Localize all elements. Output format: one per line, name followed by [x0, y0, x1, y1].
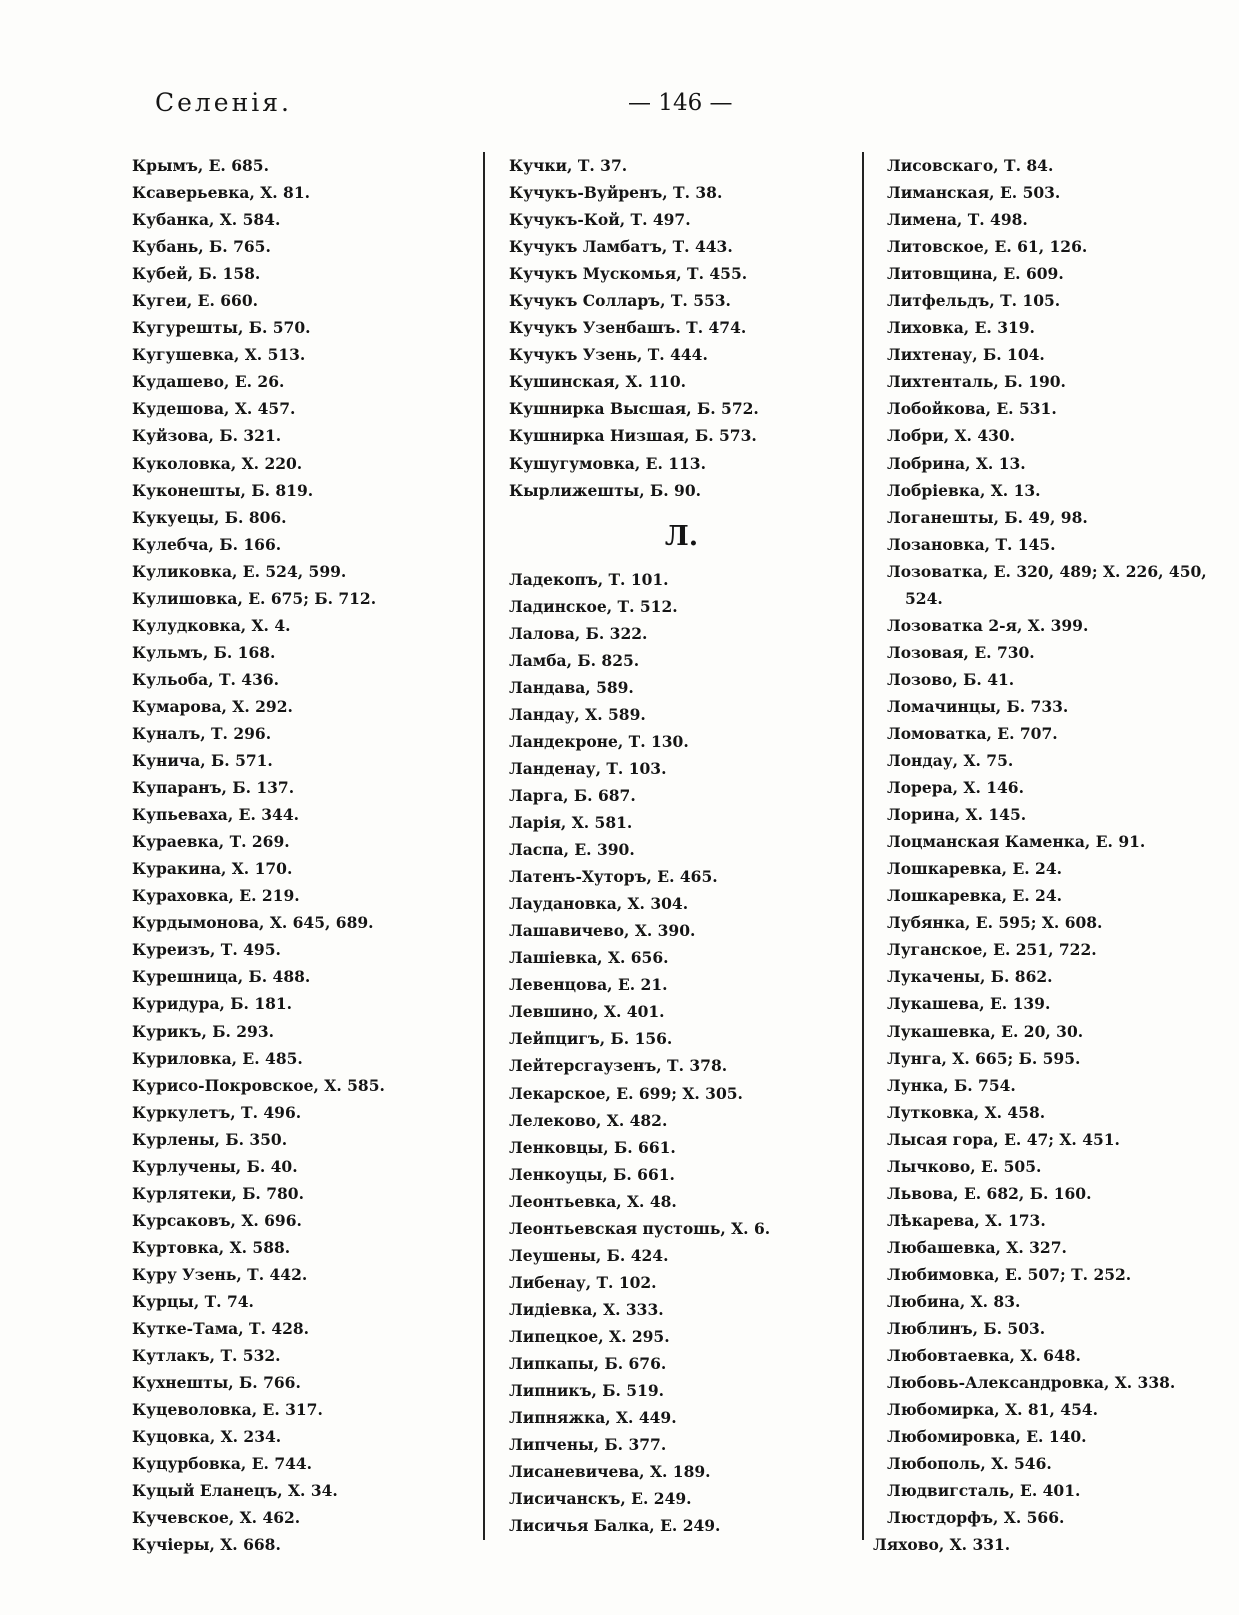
index-entry: Курешница, Б. 488.: [132, 967, 311, 987]
index-entry: Лихтенталь, Б. 190.: [887, 372, 1066, 392]
index-entry: Лалова, Б. 322.: [509, 623, 648, 643]
index-entry: Куракина, Х. 170.: [132, 859, 293, 879]
index-entry: Лимена, Т. 498.: [887, 210, 1028, 230]
index-entry: Лошкаревка, Е. 24.: [887, 859, 1063, 879]
index-entry: Левенцова, Е. 21.: [509, 975, 668, 995]
index-entry: Лорина, Х. 145.: [887, 805, 1027, 825]
index-entry: Липняжка, Х. 449.: [509, 1408, 677, 1428]
index-entry: Кугушевка, Х. 513.: [132, 345, 306, 365]
index-entry: Любашевка, Х. 327.: [887, 1237, 1067, 1257]
index-entry: Литфельдъ, Т. 105.: [887, 291, 1061, 311]
index-entry: 524.: [905, 588, 943, 608]
index-entry: Лашіевка, Х. 656.: [509, 948, 669, 968]
index-entry: Лиманская, Е. 503.: [887, 183, 1061, 203]
index-entry: Куридура, Б. 181.: [132, 994, 293, 1014]
index-entry: Кулишовка, Е. 675; Б. 712.: [132, 588, 377, 608]
index-entry: Лошкаревка, Е. 24.: [887, 886, 1063, 906]
index-entry: Кушугумовка, Е. 113.: [509, 453, 706, 473]
index-entry: Кучукъ-Вуйренъ, Т. 38.: [509, 183, 723, 203]
index-entry: Кульоба, Т. 436.: [132, 669, 280, 689]
index-entry: Кубанка, Х. 584.: [132, 210, 281, 230]
index-entry: Кучки, Т. 37.: [509, 156, 628, 175]
index-entry: Логанешты, Б. 49, 98.: [887, 507, 1088, 527]
index-entry: Крымъ, Е. 685.: [132, 156, 269, 175]
index-entry: Люблинъ, Б. 503.: [887, 1319, 1046, 1339]
index-entry: Кубей, Б. 158.: [132, 264, 261, 284]
index-entry: Кукуецы, Б. 806.: [132, 507, 287, 527]
index-entry: Любовь-Александровка, Х. 338.: [887, 1373, 1176, 1393]
index-entry: Куркулетъ, Т. 496.: [132, 1102, 302, 1122]
index-entry: Любина, Х. 83.: [887, 1291, 1021, 1311]
index-entry: Кунича, Б. 571.: [132, 751, 273, 771]
index-entry: Львова, Е. 682, Б. 160.: [887, 1183, 1092, 1203]
index-entry: Лейпцигъ, Б. 156.: [509, 1029, 673, 1049]
index-entry: Липецкое, Х. 295.: [509, 1326, 670, 1346]
index-entry: Лукашевка, Е. 20, 30.: [887, 1021, 1084, 1041]
index-entry: Лысая гора, Е. 47; Х. 451.: [887, 1129, 1120, 1149]
index-entry: Курлятеки, Б. 780.: [132, 1183, 304, 1203]
index-entry: Куртовка, Х. 588.: [132, 1237, 291, 1257]
index-entry: Куналъ, Т. 296.: [132, 723, 272, 743]
index-entry: Лисаневичева, Х. 189.: [509, 1462, 711, 1482]
index-entry: Лашавичево, Х. 390.: [509, 921, 696, 941]
index-entry: Ладекопъ, Т. 101.: [509, 569, 669, 589]
index-entry: Кучукъ Мускомья, Т. 455.: [509, 264, 748, 284]
index-entry: Кульмъ, Б. 168.: [132, 642, 276, 662]
index-entry: Любополь, Х. 546.: [887, 1454, 1052, 1474]
index-entry: Курлучены, Б. 40.: [132, 1156, 298, 1176]
index-entry: Куконешты, Б. 819.: [132, 480, 314, 500]
index-entry: Латенъ-Хуторъ, Е. 465.: [509, 867, 718, 887]
index-entry: Любовтаевка, Х. 648.: [887, 1346, 1081, 1366]
column-divider-left: [483, 152, 485, 1540]
index-entry: Лисовскаго, Т. 84.: [887, 156, 1054, 175]
index-entry: Ларга, Б. 687.: [509, 785, 636, 805]
index-entry: Лихтенау, Б. 104.: [887, 345, 1045, 365]
index-entry: Куцый Еланецъ, Х. 34.: [132, 1481, 338, 1501]
index-entry: Ларія, Х. 581.: [509, 813, 633, 833]
index-entry: Курлены, Б. 350.: [132, 1129, 288, 1149]
index-entry: Кутке-Тама, Т. 428.: [132, 1319, 310, 1339]
index-entry: Литовское, Е. 61, 126.: [887, 237, 1088, 257]
index-entry: Курсаковъ, Х. 696.: [132, 1210, 302, 1230]
index-entry: Лобойкова, Е. 531.: [887, 399, 1057, 419]
index-entry: Леонтьевка, Х. 48.: [509, 1191, 677, 1211]
page-number: — 146 —: [628, 90, 733, 116]
index-entry: Лелеково, Х. 482.: [509, 1110, 668, 1130]
index-entry: Лобри, Х. 430.: [887, 426, 1016, 446]
index-entry: Куликовка, Е. 524, 599.: [132, 561, 347, 581]
index-entry: Лиховка, Е. 319.: [887, 318, 1035, 338]
index-entry: Купаранъ, Б. 137.: [132, 778, 295, 798]
index-entry: Курисо-Покровское, Х. 585.: [132, 1075, 385, 1095]
index-entry: Куколовка, Х. 220.: [132, 453, 303, 473]
index-entry: Кушнирка Высшая, Б. 572.: [509, 399, 759, 419]
index-entry: Лобріевка, Х. 13.: [887, 480, 1041, 500]
index-entry: Лисичья Балка, Е. 249.: [509, 1516, 721, 1536]
index-entry: Лоцманская Каменка, Е. 91.: [887, 832, 1146, 852]
index-entry: Кураевка, Т. 269.: [132, 832, 290, 852]
index-entry: Леушены, Б. 424.: [509, 1245, 669, 1265]
index-entry: Ломоватка, Е. 707.: [887, 723, 1058, 743]
index-entry: Лукашева, Е. 139.: [887, 994, 1051, 1014]
index-entry: Ласпа, Е. 390.: [509, 840, 635, 860]
index-entry: Кушинская, Х. 110.: [509, 372, 687, 392]
index-entry: Лейтерсгаузенъ, Т. 378.: [509, 1056, 728, 1076]
index-entry: Кучукъ-Кой, Т. 497.: [509, 210, 691, 230]
index-entry: Кулудковка, Х. 4.: [132, 615, 291, 635]
index-entry: Ландава, 589.: [509, 677, 634, 697]
index-entry: Куриловка, Е. 485.: [132, 1048, 303, 1068]
index-entry: Лунга, Х. 665; Б. 595.: [887, 1048, 1081, 1068]
index-entry: Лычково, Е. 505.: [887, 1156, 1042, 1176]
index-entry: Кураховка, Е. 219.: [132, 886, 300, 906]
index-entry: Лондау, Х. 75.: [887, 751, 1014, 771]
column-divider-right: [862, 152, 864, 1540]
index-entry: Ленковцы, Б. 661.: [509, 1137, 676, 1157]
index-entry: Липникъ, Б. 519.: [509, 1381, 665, 1401]
index-entry: Ксаверьевка, Х. 81.: [132, 183, 311, 203]
index-entry: Любомировка, Е. 140.: [887, 1427, 1087, 1447]
index-entry: Кучукъ Солларъ, Т. 553.: [509, 291, 731, 311]
index-entry: Кубань, Б. 765.: [132, 237, 271, 257]
index-entry: Куцеволовка, Е. 317.: [132, 1400, 323, 1420]
index-entry: Лорера, Х. 146.: [887, 778, 1024, 798]
index-entry: Люстдорфъ, Х. 566.: [887, 1508, 1065, 1528]
index-entry: Лозановка, Т. 145.: [887, 534, 1056, 554]
index-entry: Ляхово, Х. 331.: [873, 1535, 1011, 1555]
index-entry: Кумарова, Х. 292.: [132, 696, 293, 716]
index-entry: Липкапы, Б. 676.: [509, 1353, 667, 1373]
section-title: Селенія.: [155, 88, 292, 117]
index-entry: Ланденау, Т. 103.: [509, 758, 667, 778]
index-entry: Лисичанскъ, Е. 249.: [509, 1489, 692, 1509]
index-entry: Лидіевка, Х. 333.: [509, 1299, 664, 1319]
column-2-entries-k: [509, 152, 854, 504]
index-entry: Кухнешты, Б. 766.: [132, 1373, 301, 1393]
column-2-entries-l: [509, 566, 854, 1540]
index-entry: Лутковка, Х. 458.: [887, 1102, 1046, 1122]
index-entry: Лунка, Б. 754.: [887, 1075, 1016, 1095]
index-entry: Лубянка, Е. 595; Х. 608.: [887, 913, 1103, 933]
index-entry: Курцы, Т. 74.: [132, 1291, 254, 1311]
index-entry: Ладинское, Т. 512.: [509, 596, 678, 616]
index-entry: Либенау, Т. 102.: [509, 1272, 657, 1292]
index-entry: Ломачинцы, Б. 733.: [887, 696, 1069, 716]
section-letter-l: Л.: [664, 520, 699, 552]
index-entry: Куцовка, Х. 234.: [132, 1427, 282, 1447]
index-entry: Ламба, Б. 825.: [509, 650, 640, 670]
index-entry: Лозово, Б. 41.: [887, 669, 1015, 689]
index-entry: Кучіеры, Х. 668.: [132, 1535, 281, 1555]
index-entry: Куйзова, Б. 321.: [132, 426, 282, 446]
index-entry: Лозоватка, Е. 320, 489; Х. 226, 450,: [887, 561, 1207, 581]
index-entry: Любомирка, Х. 81, 454.: [887, 1400, 1099, 1420]
index-entry: Ландау, Х. 589.: [509, 704, 646, 724]
index-entry: Лозовая, Е. 730.: [887, 642, 1035, 662]
index-entry: Кучукъ Ламбатъ, Т. 443.: [509, 237, 733, 257]
index-entry: Ландекроне, Т. 130.: [509, 731, 689, 751]
index-entry: Кугурешты, Б. 570.: [132, 318, 311, 338]
index-entry: Липчены, Б. 377.: [509, 1435, 667, 1455]
index-entry: Кулебча, Б. 166.: [132, 534, 282, 554]
index-entry: Литовщина, Е. 609.: [887, 264, 1064, 284]
index-entry: Кырлижешты, Б. 90.: [509, 480, 702, 500]
index-column-1: [132, 152, 462, 1558]
index-entry: Луганское, Е. 251, 722.: [887, 940, 1097, 960]
index-entry: Леонтьевская пустошь, Х. 6.: [509, 1218, 771, 1238]
index-entry: Куру Узень, Т. 442.: [132, 1264, 308, 1284]
index-entry: Лѣкарева, Х. 173.: [887, 1210, 1046, 1230]
index-entry: Лобрина, Х. 13.: [887, 453, 1026, 473]
index-entry: Кучукъ Узенбашъ. Т. 474.: [509, 318, 747, 338]
index-entry: Куреизъ, Т. 495.: [132, 940, 281, 960]
index-entry: Ленкоуцы, Б. 661.: [509, 1164, 675, 1184]
index-entry: Любимовка, Е. 507; Т. 252.: [887, 1264, 1132, 1284]
index-entry: Куцурбовка, Е. 744.: [132, 1454, 313, 1474]
index-entry: Лаудановка, Х. 304.: [509, 894, 689, 914]
index-entry: Курдымонова, Х. 645, 689.: [132, 913, 374, 933]
index-entry: Кушнирка Низшая, Б. 573.: [509, 426, 757, 446]
index-entry: Людвигсталь, Е. 401.: [887, 1481, 1081, 1501]
index-entry: Кудашево, Е. 26.: [132, 372, 285, 392]
index-column-3: [873, 152, 1217, 1558]
index-entry: Купьеваха, Е. 344.: [132, 805, 299, 825]
index-entry: Кучукъ Узень, Т. 444.: [509, 345, 708, 365]
index-entry: Кутлакъ, Т. 532.: [132, 1346, 281, 1366]
index-entry: Кучевское, Х. 462.: [132, 1508, 301, 1528]
index-entry: Лозоватка 2-я, Х. 399.: [887, 615, 1089, 635]
index-entry: Лекарское, Е. 699; Х. 305.: [509, 1083, 743, 1103]
index-entry: Кудешова, Х. 457.: [132, 399, 296, 419]
index-entry: Кугеи, Е. 660.: [132, 291, 259, 311]
index-entry: Лукачены, Б. 862.: [887, 967, 1053, 987]
index-entry: Курикъ, Б. 293.: [132, 1021, 275, 1041]
index-column-2: [509, 152, 854, 1539]
index-entry: Левшино, Х. 401.: [509, 1002, 665, 1022]
